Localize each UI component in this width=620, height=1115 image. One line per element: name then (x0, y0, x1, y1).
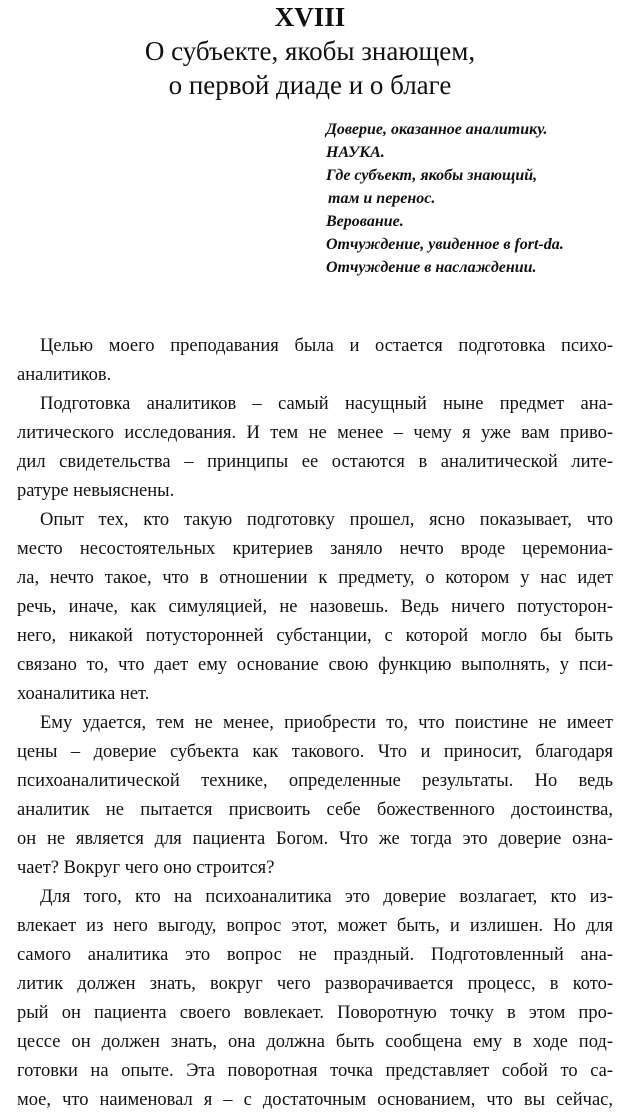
text-line: Опыт тех, кто такую подготовку прошел, ясно показывает, что (40, 510, 613, 530)
text-line: ратуре невыяснены. (17, 481, 175, 501)
text-line: ла, нечто такое, что в отношении к предмету, о котором у нас идет (17, 568, 613, 588)
text-line: связано то, что дает ему основание свою функцию выполнять, у пси- (17, 655, 613, 675)
epigraph (326, 118, 616, 279)
text-line: Целью моего преподавания была и остается подготовка психо- (40, 336, 613, 356)
text-line: аналитиков. (17, 365, 112, 385)
text-line: рый он пациента своего вовлекает. Поворотную точку в этом про- (17, 1003, 613, 1023)
text-line: цессе он должен знать, она должна быть сообщена ему в ходе под- (17, 1032, 613, 1052)
epigraph-line: НАУКА. (326, 144, 385, 161)
text-line: влекает из него выгоду, вопрос этот, может быть, и излишен. Но для (17, 916, 613, 936)
chapter-heading (0, 0, 620, 102)
text-line: Подготовка аналитиков – самый насущный ныне предмет ана- (40, 394, 613, 414)
text-line: литик должен знать, вокруг чего разворачивается процесс, в кото- (17, 974, 613, 994)
text-line: готовки на опыте. Эта поворотная точка представляет собой то са- (17, 1061, 613, 1081)
epigraph-line: Верование. (326, 213, 404, 230)
text-line: хоаналитика нет. (17, 684, 150, 704)
text-line: мое, что наименовал я – с достаточным основанием, что вы сейчас, (17, 1090, 613, 1110)
text-line: место несостоятельных критериев заняло нечто вроде церемониа- (17, 539, 613, 559)
epigraph-line: Отчуждение в наслаждении. (326, 259, 537, 276)
epigraph-line: Где субъект, якобы знающий, (326, 167, 538, 184)
text-line: речь, иначе, как симуляцией, не назовешь. Ведь ничего потусторон- (17, 597, 613, 617)
chapter-title-line-2: о первой диаде и о благе (168, 70, 452, 100)
epigraph-line: Отчуждение, увиденное в fort-da. (326, 236, 564, 253)
text-line: аналитик не пытается присвоить себе божественного достоинства, (17, 800, 613, 820)
text-line: Для того, кто на психоаналитика это доверие возлагает, кто из- (40, 887, 613, 907)
chapter-number: XVIII (274, 2, 346, 32)
text-line: психоаналитической технике, определенные результаты. Но ведь (17, 771, 613, 791)
text-line: самого аналитика это вопрос не праздный. Подготовленный ана- (17, 945, 613, 965)
text-line: него, никакой потусторонней субстанции, с которой могло бы быть (17, 626, 613, 646)
text-line: литического исследования. И тем не менее – чему я уже вам приво- (17, 423, 613, 443)
body-text (0, 332, 620, 1115)
chapter-title-line-1: О субъекте, якобы знающем, (144, 36, 476, 66)
text-line: он не является для пациента Богом. Что же тогда это доверие озна- (17, 829, 613, 849)
text-line: чает? Вокруг чего оно строится? (17, 858, 275, 878)
epigraph-line: там и перенос. (328, 190, 436, 207)
epigraph-line: Доверие, оказанное аналитику. (326, 121, 548, 138)
text-line: дил свидетельства – принципы ее остаются в аналитической лите- (17, 452, 613, 472)
text-line: цены – доверие субъекта как такового. Что и приносит, благодаря (17, 742, 613, 762)
text-line: Ему удается, тем не менее, приобрести то, что поистине не имеет (40, 713, 613, 733)
